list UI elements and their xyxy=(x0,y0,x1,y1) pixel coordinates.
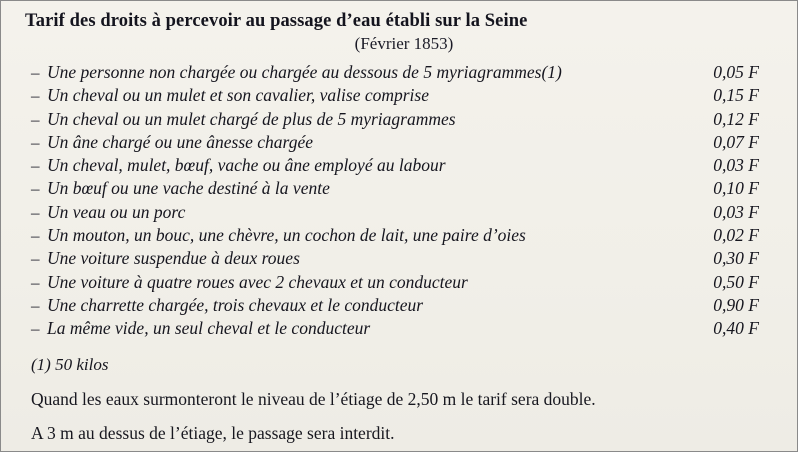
tariff-description: Un âne chargé ou une ânesse chargée xyxy=(47,131,313,152)
bullet-dash: – xyxy=(31,226,40,246)
table-row xyxy=(31,155,777,178)
bullet-dash: – xyxy=(31,109,40,129)
table-row xyxy=(31,132,777,155)
bullet-dash: – xyxy=(31,249,40,269)
tariff-price: 0,40 F xyxy=(713,318,759,339)
footnote: (1) 50 kilos xyxy=(31,354,109,374)
tariff-price: 0,15 F xyxy=(713,85,759,106)
tariff-price: 0,10 F xyxy=(713,178,759,199)
tariff-description: Une voiture à quatre roues avec 2 chevaux et un conducteur xyxy=(47,271,468,292)
page-title: Tarif des droits à percevoir au passage d’eau établi sur la Seine xyxy=(25,11,528,31)
tariff-table xyxy=(17,62,781,342)
page-subtitle: (Février 1853) xyxy=(354,34,454,53)
table-row xyxy=(31,295,777,318)
bullet-dash: – xyxy=(31,86,40,106)
bullet-dash: – xyxy=(31,156,40,176)
tariff-price: 0,03 F xyxy=(713,201,759,222)
tariff-description: La même vide, un seul cheval et le conducteur xyxy=(47,318,371,339)
bullet-dash: – xyxy=(31,132,40,152)
table-row xyxy=(31,202,777,225)
tariff-description: Un cheval, mulet, bœuf, vache ou âne employé au labour xyxy=(47,155,446,176)
tariff-price: 0,03 F xyxy=(713,155,759,176)
table-row xyxy=(31,272,777,295)
bullet-dash: – xyxy=(31,202,40,222)
tariff-description: Une personne non chargée ou chargée au dessous de 5 myriagrammes(1) xyxy=(47,62,562,82)
table-row xyxy=(31,85,777,108)
tariff-price: 0,07 F xyxy=(713,131,759,152)
tariff-price: 0,05 F xyxy=(713,62,759,82)
note-water-level: Quand les eaux surmonteront le niveau de l’étiage de 2,50 m le tarif sera double. xyxy=(31,388,596,409)
bullet-dash: – xyxy=(31,63,40,82)
note-crossing-forbidden: A 3 m au dessus de l’étiage, le passage sera interdit. xyxy=(31,422,395,443)
tariff-description: Un veau ou un porc xyxy=(47,201,186,222)
tariff-description: Une charrette chargée, trois chevaux et le conducteur xyxy=(47,294,424,315)
tariff-description: Un bœuf ou une vache destiné à la vente xyxy=(47,178,330,199)
tariff-description: Un cheval ou un mulet et son cavalier, valise comprise xyxy=(47,85,429,106)
tariff-price: 0,02 F xyxy=(713,225,759,246)
bullet-dash: – xyxy=(31,272,40,292)
table-row xyxy=(31,62,777,85)
tariff-price: 0,12 F xyxy=(713,108,759,129)
tariff-price: 0,30 F xyxy=(713,248,759,269)
tariff-price: 0,90 F xyxy=(713,294,759,315)
tariff-description: Un mouton, un bouc, une chèvre, un cochon de lait, une paire d’oies xyxy=(47,225,526,246)
tariff-description: Un cheval ou un mulet chargé de plus de 5 myriagrammes xyxy=(47,108,456,129)
bullet-dash: – xyxy=(31,179,40,199)
table-row xyxy=(31,248,777,271)
bullet-dash: – xyxy=(31,319,40,339)
table-row xyxy=(31,178,777,201)
table-row xyxy=(31,109,777,132)
tariff-price: 0,50 F xyxy=(713,271,759,292)
bullet-dash: – xyxy=(31,295,40,315)
tariff-description: Une voiture suspendue à deux roues xyxy=(47,248,300,269)
table-row xyxy=(31,225,777,248)
table-row xyxy=(31,318,777,341)
